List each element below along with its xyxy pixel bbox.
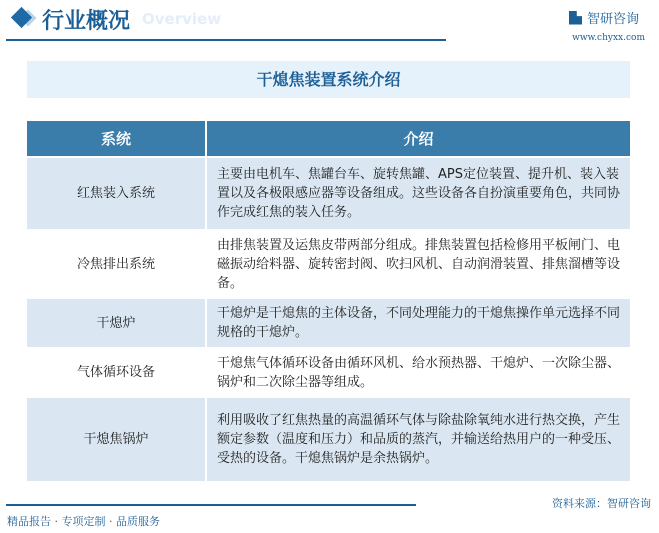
- system-cell: 红焦装入系统: [27, 158, 205, 229]
- logo-icon: [569, 11, 582, 25]
- table-row: [27, 299, 630, 347]
- system-cell: 冷焦排出系统: [76, 256, 155, 272]
- desc-cell: 干熄焦气体循环设备由循环风机、给水预热器、干熄炉、一次除尘器、锅炉和二次除尘器等组成。: [217, 355, 621, 390]
- desc-cell: 利用吸收了红焦热量的高温循环气体与除盐除氧纯水进行热交换，产生额定参数（温度和压力）和品质的蒸汽，并输送给热用户的一种受压、受热的设备。干熄焦锅炉是余热锅炉。: [207, 398, 630, 481]
- table-title: 干熄焦装置系统介绍: [27, 61, 630, 98]
- footer-divider: [6, 504, 416, 506]
- system-cell: 干熄焦锅炉: [27, 398, 205, 481]
- desc-cell: 由排焦装置及运焦皮带两部分组成。排焦装置包括检修用平板闸门、电磁振动给料器、旋转密封阀、吹扫风机、自动润滑装置、排焦溜槽等设备。: [217, 237, 621, 291]
- section-diamond-icon: [11, 7, 32, 28]
- slogan: 精品报告 · 专项定制 · 品质服务: [7, 515, 160, 528]
- table-row: [27, 349, 630, 396]
- brand-logo: [569, 8, 639, 27]
- system-cell: 气体循环设备: [76, 365, 155, 380]
- source-note: 资料来源：智研咨询: [552, 497, 651, 510]
- section-title-en: Overview: [142, 10, 222, 28]
- desc-cell: 干熄炉是干熄焦的主体设备，不同处理能力的干熄焦操作单元选择不同规格的干熄炉。: [207, 299, 630, 347]
- col-header-desc: 介绍: [207, 121, 630, 156]
- table-row: [27, 231, 630, 297]
- brand-name: 智研咨询: [586, 12, 639, 27]
- systems-table: [25, 119, 632, 483]
- header-divider: [6, 39, 446, 41]
- table-row: [27, 158, 630, 229]
- col-header-system: 系统: [27, 121, 205, 156]
- system-cell: 干熄炉: [27, 299, 205, 347]
- section-title: 行业概况: [42, 8, 131, 34]
- desc-cell: 主要由电机车、焦罐台车、旋转焦罐、APS定位装置、提升机、装入装置以及各极限感应器等设备组成。这些设备各自扮演重要角色，共同协作完成红焦的装入任务。: [207, 158, 630, 229]
- table-row: [27, 398, 630, 481]
- brand-url: www.chyxx.com: [572, 33, 645, 43]
